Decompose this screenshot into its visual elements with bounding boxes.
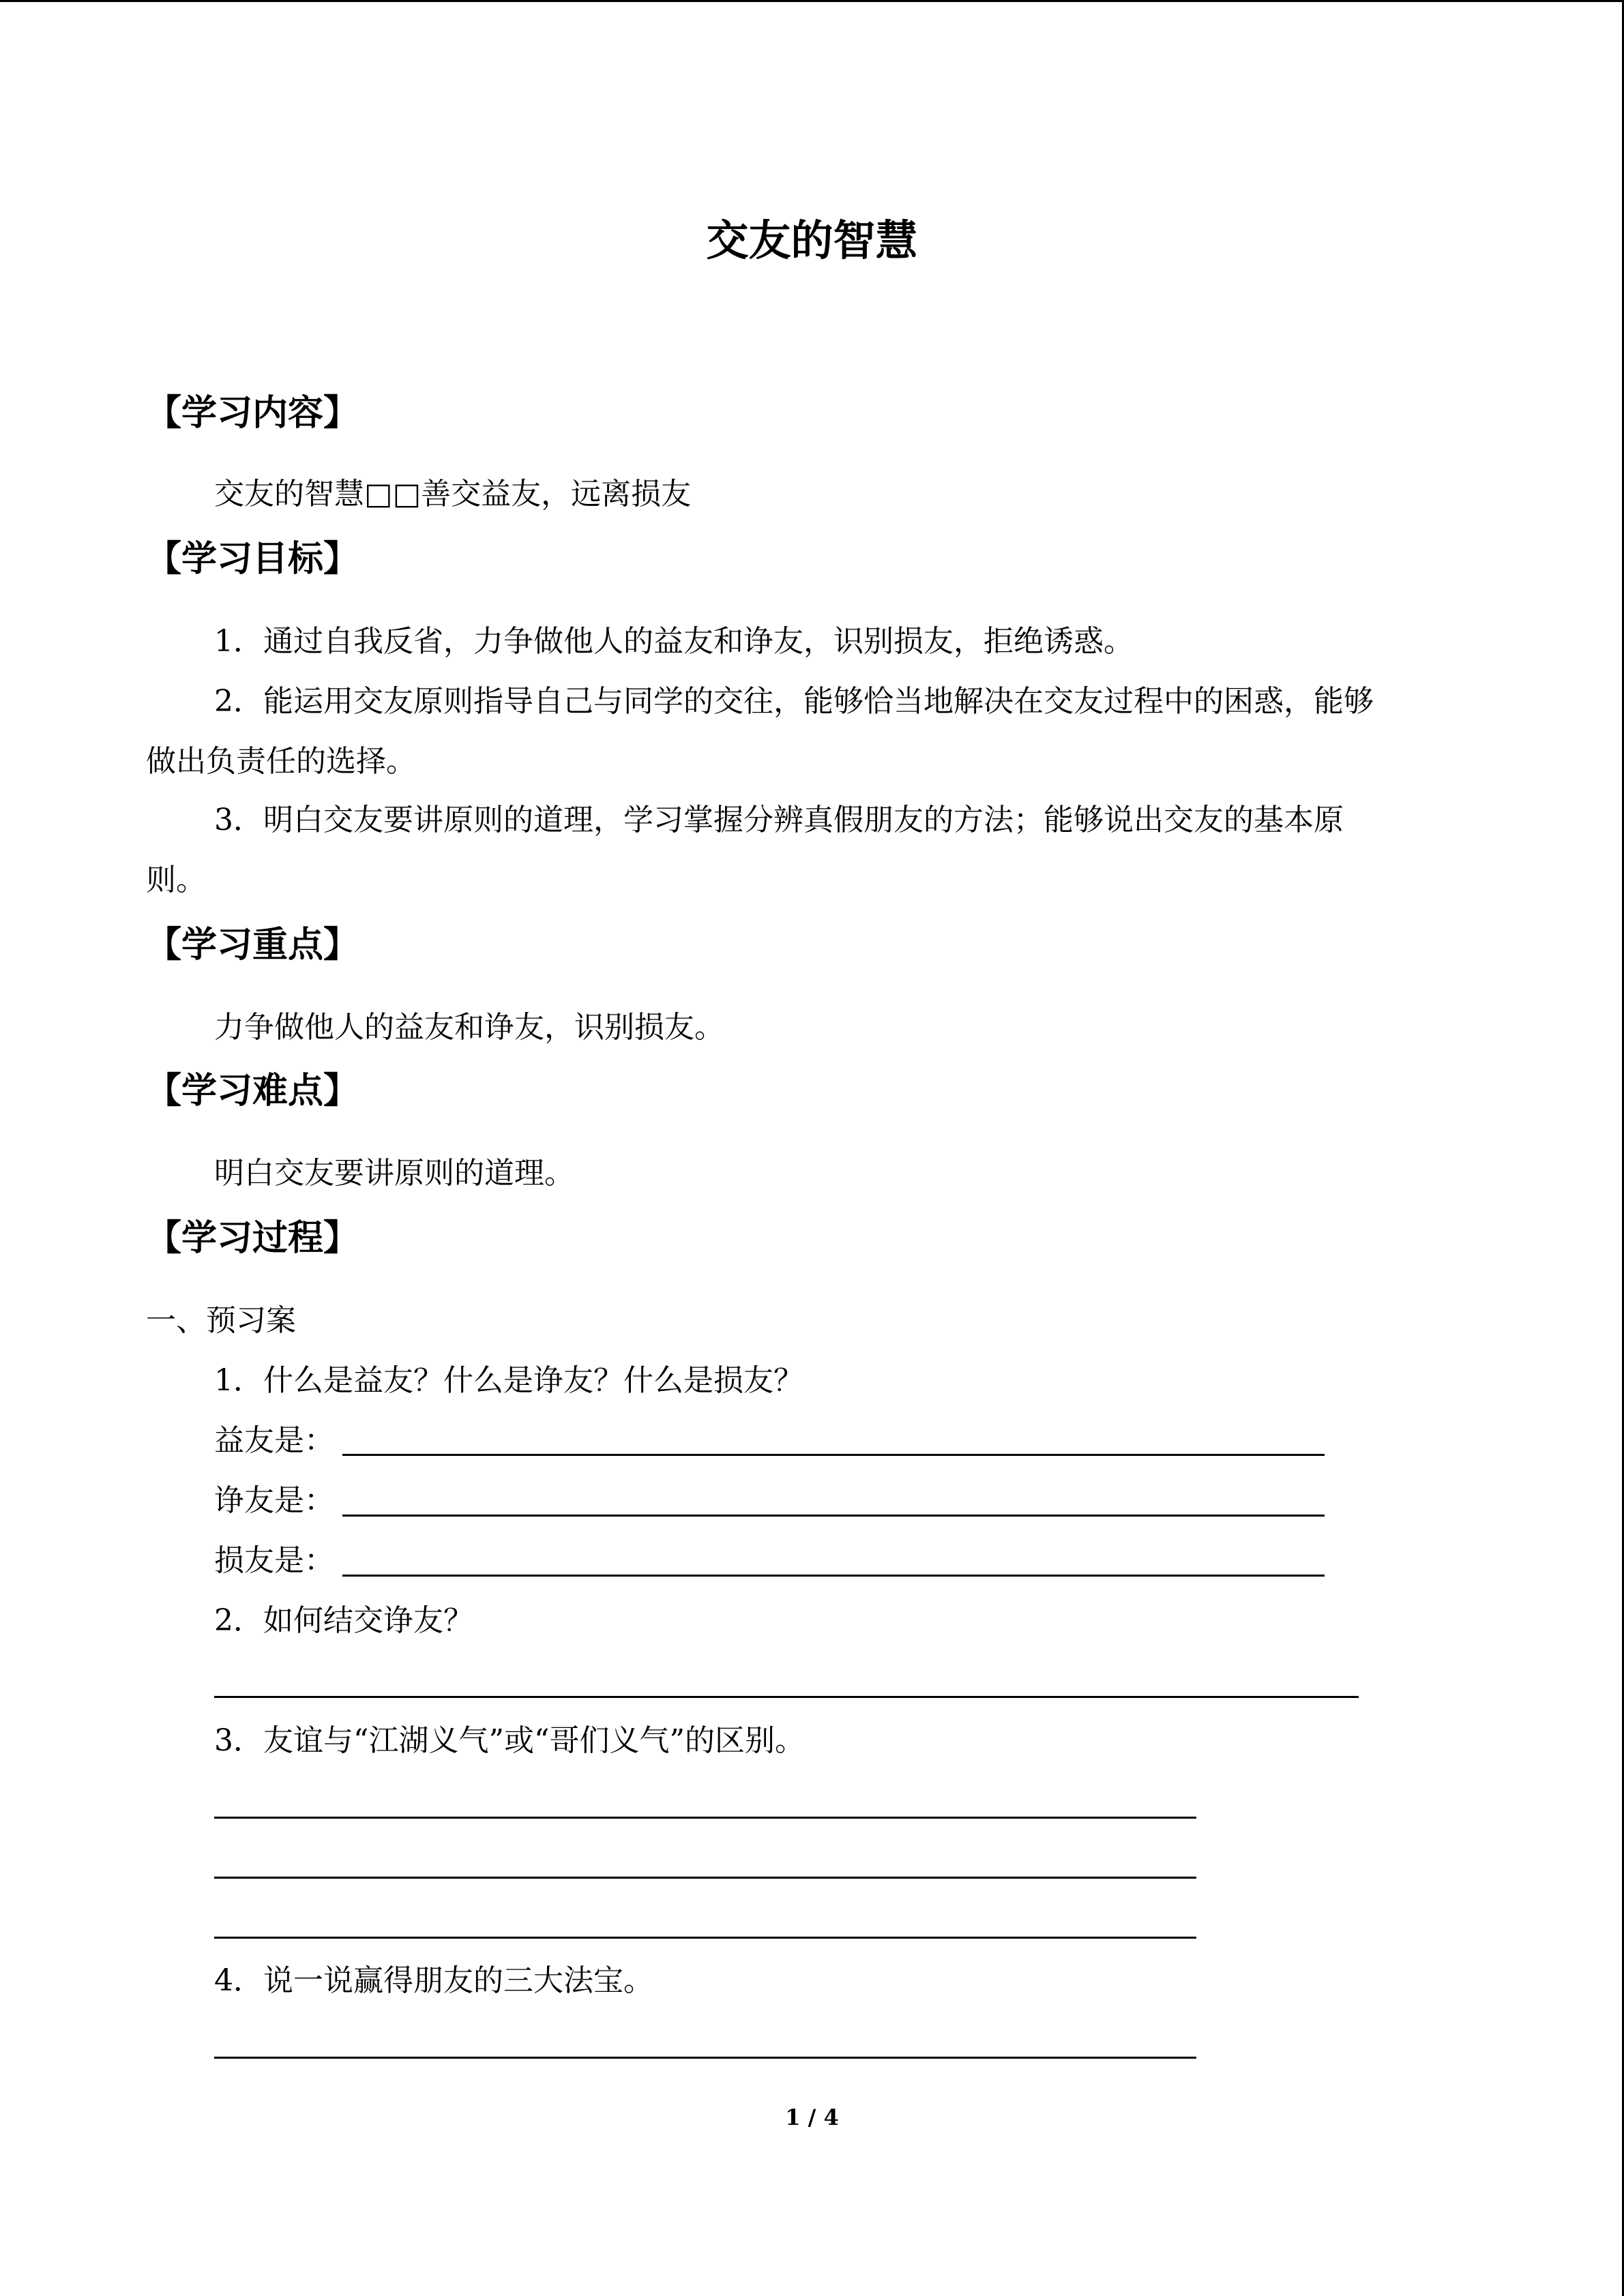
- question-4: 4．说一说赢得朋友的三大法宝。: [214, 1963, 653, 1998]
- difficulties-text: 明白交友要讲原则的道理。: [214, 1156, 574, 1191]
- goal-item-3-line2: 则。: [146, 863, 206, 897]
- goal-item-3-line1: 3．明白交友要讲原则的道理，学习掌握分辨真假朋友的方法；能够说出交友的基本原: [214, 803, 1344, 837]
- section-heading-process: 【学习过程】: [146, 1217, 359, 1259]
- answer-line-q3-1[interactable]: [214, 1817, 1196, 1819]
- goal-item-2-line2: 做出负责任的选择。: [146, 744, 416, 779]
- part1-title: 一、预习案: [146, 1303, 296, 1338]
- answer-line-zhengyou[interactable]: [342, 1515, 1325, 1517]
- section-heading-content: 【学习内容】: [146, 392, 359, 434]
- answer-line-q3-2[interactable]: [214, 1877, 1196, 1879]
- key-points-text: 力争做他人的益友和诤友，识别损友。: [214, 1010, 724, 1045]
- question-1: 1．什么是益友？什么是诤友？什么是损友？: [214, 1363, 803, 1398]
- goal-item-1: 1．通过自我反省，力争做他人的益友和诤友，识别损友，拒绝诱惑。: [214, 624, 1134, 659]
- q1-label-zhengyou: 诤友是：: [214, 1483, 334, 1518]
- question-3: 3．友谊与“江湖义气”或“哥们义气”的区别。: [214, 1723, 805, 1758]
- content-text: 交友的智慧□□善交益友，远离损友: [214, 477, 692, 511]
- answer-line-q3-3[interactable]: [214, 1937, 1196, 1939]
- section-heading-difficulties: 【学习难点】: [146, 1070, 359, 1112]
- document-title: 交友的智慧: [706, 215, 918, 265]
- answer-line-sunyou[interactable]: [342, 1575, 1325, 1577]
- page-border-top: [0, 0, 1624, 2]
- question-2: 2．如何结交诤友？: [214, 1603, 473, 1638]
- answer-line-q4[interactable]: [214, 2057, 1196, 2059]
- q1-label-sunyou: 损友是：: [214, 1543, 334, 1578]
- section-heading-goals: 【学习目标】: [146, 538, 359, 580]
- answer-line-yiyou[interactable]: [342, 1454, 1325, 1456]
- answer-line-q2[interactable]: [214, 1696, 1359, 1698]
- goal-item-2-line1: 2．能运用交友原则指导自己与同学的交往，能够恰当地解决在交友过程中的困惑，能够: [214, 684, 1374, 719]
- q1-label-yiyou: 益友是：: [214, 1423, 334, 1458]
- section-heading-key-points: 【学习重点】: [146, 924, 359, 966]
- page-number: 1 / 4: [785, 2104, 839, 2130]
